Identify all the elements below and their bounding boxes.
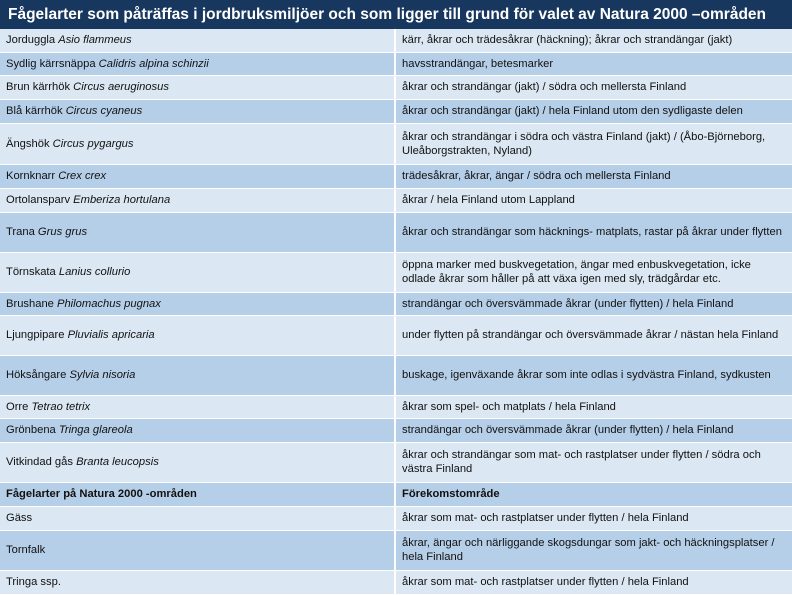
table-row: [0, 355, 792, 395]
habitat-cell: strandängar och översvämmade åkrar (under flytten) / hela Finland: [395, 292, 792, 315]
page-title: Fågelarter som påträffas i jordbruksmiljöer och som ligger till grund för valet av Natura 2000 –områden: [0, 0, 792, 29]
species-cell: Ljungpipare Pluvialis apricaria: [0, 315, 395, 355]
habitat-cell: åkrar, ängar och närliggande skogsdungar som jakt- och häckningsplatser / hela Finland: [395, 530, 792, 570]
species-cell: Vitkindad gås Branta leucopsis: [0, 442, 395, 482]
table-row: [0, 315, 792, 355]
species-cell: Blå kärrhök Circus cyaneus: [0, 99, 395, 123]
section-header-occurrence: Förekomstområde: [395, 482, 792, 506]
table-row: [0, 530, 792, 570]
habitat-cell: havsstrandängar, betesmarker: [395, 52, 792, 75]
table-row: [0, 442, 792, 482]
habitat-cell: åkrar / hela Finland utom Lappland: [395, 188, 792, 212]
section-header-row: [0, 482, 792, 506]
species-cell: Tornfalk: [0, 530, 395, 570]
table-row: [0, 570, 792, 594]
species-cell: Tringa ssp.: [0, 570, 395, 594]
habitat-cell: strandängar och översvämmade åkrar (under flytten) / hela Finland: [395, 418, 792, 442]
table-row: [0, 418, 792, 442]
species-cell: Grönbena Tringa glareola: [0, 418, 395, 442]
table-row: [0, 99, 792, 123]
habitat-cell: under flytten på strandängar och översvämmade åkrar / nästan hela Finland: [395, 315, 792, 355]
table-row: [0, 212, 792, 252]
habitat-cell: åkrar och strandängar (jakt) / hela Finland utom den sydligaste delen: [395, 99, 792, 123]
table-row: [0, 292, 792, 315]
species-cell: Brun kärrhök Circus aeruginosus: [0, 75, 395, 99]
habitat-cell: åkrar och strandängar som häcknings- matplats, rastar på åkrar under flytten: [395, 212, 792, 252]
species-cell: Ortolansparv Emberiza hortulana: [0, 188, 395, 212]
species-cell: Jorduggla Asio flammeus: [0, 29, 395, 52]
table-row: [0, 75, 792, 99]
species-cell: Ängshök Circus pygargus: [0, 123, 395, 164]
habitat-cell: åkrar och strandängar (jakt) / södra och mellersta Finland: [395, 75, 792, 99]
habitat-cell: buskage, igenväxande åkrar som inte odlas i sydvästra Finland, sydkusten: [395, 355, 792, 395]
habitat-cell: åkrar som mat- och rastplatser under flytten / hela Finland: [395, 570, 792, 594]
section-header-species: Fågelarter på Natura 2000 -områden: [0, 482, 395, 506]
species-cell: Trana Grus grus: [0, 212, 395, 252]
table-row: [0, 164, 792, 188]
species-cell: Törnskata Lanius collurio: [0, 252, 395, 292]
species-cell: Kornknarr Crex crex: [0, 164, 395, 188]
table-row: [0, 52, 792, 75]
habitat-cell: åkrar som mat- och rastplatser under flytten / hela Finland: [395, 506, 792, 530]
species-table: [0, 29, 792, 595]
habitat-cell: åkrar som spel- och matplats / hela Finland: [395, 395, 792, 418]
table-row: [0, 29, 792, 52]
habitat-cell: trädesåkrar, åkrar, ängar / södra och mellersta Finland: [395, 164, 792, 188]
habitat-cell: åkrar och strandängar som mat- och rastplatser under flytten / södra och västra Finland: [395, 442, 792, 482]
table-row: [0, 123, 792, 164]
habitat-cell: öppna marker med buskvegetation, ängar med enbuskvegetation, icke odlade åkrar som håller på att växa igen med sly, trädgårdar etc.: [395, 252, 792, 292]
species-cell: Brushane Philomachus pugnax: [0, 292, 395, 315]
species-cell: Gäss: [0, 506, 395, 530]
table-row: [0, 506, 792, 530]
species-cell: Höksångare Sylvia nisoria: [0, 355, 395, 395]
species-cell: Sydlig kärrsnäppa Calidris alpina schinzii: [0, 52, 395, 75]
habitat-cell: åkrar och strandängar i södra och västra Finland (jakt) / (Åbo-Björneborg, Uleåborgstrakten, Nyland): [395, 123, 792, 164]
table-row: [0, 252, 792, 292]
table-row: [0, 395, 792, 418]
table-row: [0, 188, 792, 212]
habitat-cell: kärr, åkrar och trädesåkrar (häckning); åkrar och strandängar (jakt): [395, 29, 792, 52]
species-cell: Orre Tetrao tetrix: [0, 395, 395, 418]
